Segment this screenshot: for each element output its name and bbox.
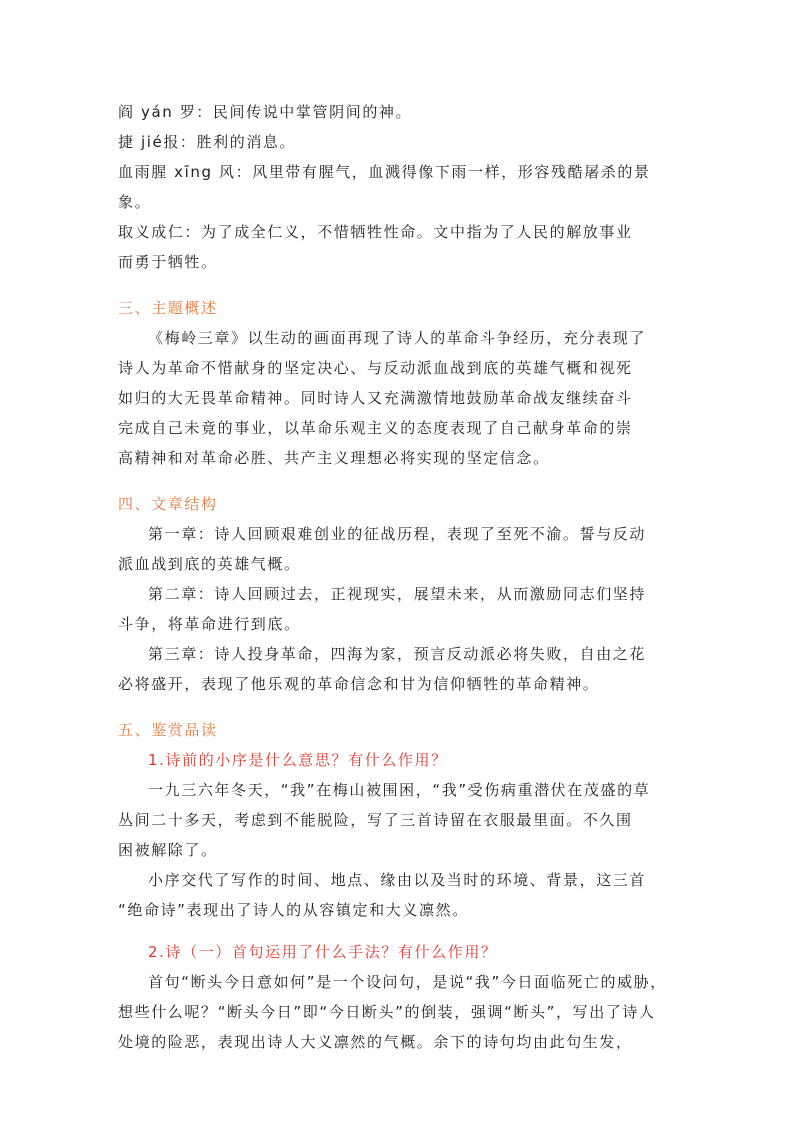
- paragraph-line: 一九三六年冬天，“我”在梅山被围困，“我”受伤病重潜伏在茂盛的草: [148, 781, 651, 799]
- question-title: 1.诗前的小序是什么意思？有什么作用？: [148, 751, 448, 769]
- paragraph-line: 第三章：诗人投身革命，四海为家，预言反动派必将失败，自由之花: [148, 645, 647, 663]
- paragraph-line: 困被解除了。: [118, 841, 218, 859]
- section-structure: [118, 489, 686, 699]
- paragraph-line: 处境的险恶，表现出诗人大义凛然的气概。余下的诗句均由此句生发，: [118, 1033, 633, 1051]
- section-theme: [118, 293, 686, 473]
- vocab-line: 血雨腥 xīng 风：风里带有腥气，血溅得像下雨一样，形容残酷屠杀的景: [118, 163, 651, 181]
- section-heading: 五、鉴赏品读: [118, 721, 218, 739]
- paragraph-line: 高精神和对革命必胜、共产主义理想必将实现的坚定信念。: [118, 449, 550, 467]
- paragraph-line: 诗人为革命不惜献身的坚定决心、与反动派血战到底的英雄气概和视死: [118, 359, 633, 377]
- paragraph-line: 如归的大无畏革命精神。同时诗人又充满激情地鼓励革命战友继续奋斗: [118, 389, 633, 407]
- paragraph-line: 完成自己未竟的事业，以革命乐观主义的态度表现了自己献身革命的崇: [118, 419, 633, 437]
- paragraph-line: “绝命诗”表现出了诗人的从容镇定和大义凛然。: [118, 901, 469, 919]
- vocab-line: 取义成仁：为了成全仁义，不惜牺牲性命。文中指为了人民的解放事业: [118, 223, 633, 241]
- paragraph-line: 首句“断头今日意如何”是一个设问句，是说“我”今日面临死亡的威胁，: [148, 973, 667, 991]
- section-heading: 三、主题概述: [118, 299, 218, 317]
- section-heading: 四、文章结构: [118, 495, 218, 513]
- vocab-line: 阎 yán 罗：民间传说中掌管阴间的神。: [118, 103, 413, 121]
- vocabulary-list: [118, 97, 686, 277]
- vocab-line: 捷 jié报：胜利的消息。: [118, 133, 297, 151]
- vocab-line: 而勇于牺牲。: [118, 253, 218, 271]
- vocab-line: 象。: [118, 193, 152, 211]
- paragraph-line: 第一章：诗人回顾艰难创业的征战历程，表现了至死不渝。誓与反动: [148, 525, 647, 543]
- paragraph-line: 《梅岭三章》以生动的画面再现了诗人的革命斗争经历，充分表现了: [148, 329, 647, 347]
- paragraph-line: 派血战到底的英雄气概。: [118, 555, 301, 573]
- question-title: 2.诗（一）首句运用了什么手法？有什么作用？: [148, 943, 498, 961]
- section-appreciation: [118, 715, 686, 1057]
- document-content: [118, 97, 686, 1057]
- paragraph-line: 小序交代了写作的时间、地点、缘由以及当时的环境、背景，这三首: [148, 871, 647, 889]
- paragraph-line: 想些什么呢？“断头今日”即“今日断头”的倒装，强调“断头”，写出了诗人: [118, 1003, 656, 1021]
- paragraph-line: 丛间二十多天，考虑到不能脱险，写了三首诗留在衣服最里面。不久围: [118, 811, 633, 829]
- paragraph-line: 斗争，将革命进行到底。: [118, 615, 301, 633]
- paragraph-line: 第二章：诗人回顾过去，正视现实，展望未来，从而激励同志们坚持: [148, 585, 647, 603]
- paragraph-line: 必将盛开，表现了他乐观的革命信念和甘为信仰牺牲的革命精神。: [118, 675, 600, 693]
